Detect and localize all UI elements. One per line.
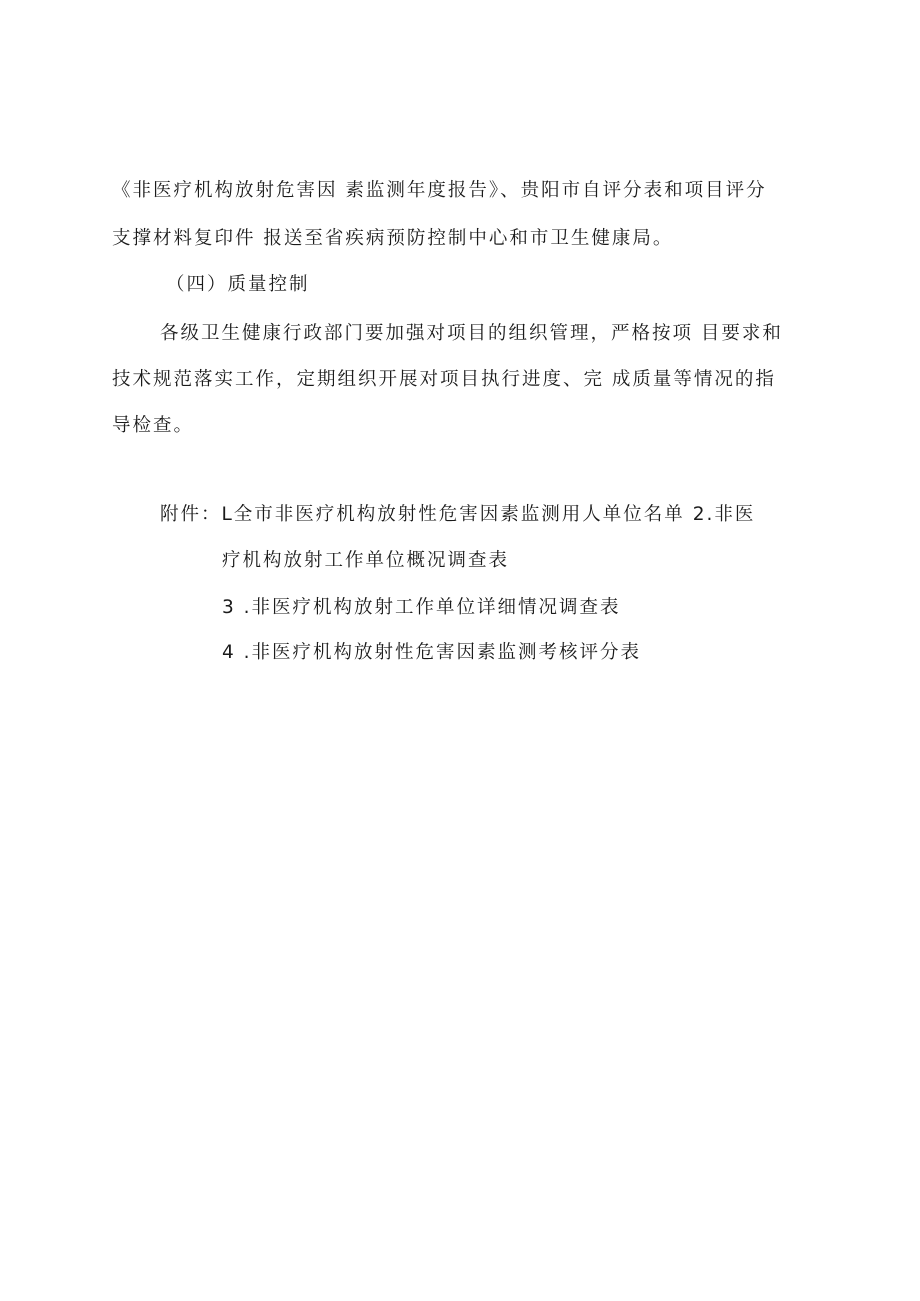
quality-paragraph-line-1: 各级卫生健康行政部门要加强对项目的组织管理，严格按项 目要求和: [160, 323, 783, 344]
report-paragraph-line-1: 《非医疗机构放射危害因 素监测年度报告》、贵阳市自评分表和项目评分: [112, 180, 767, 201]
attachments-line-2: 疗机构放射工作单位概况调查表: [222, 550, 510, 571]
quality-paragraph-line-2: 技术规范落实工作，定期组织开展对项目执行进度、完 成质量等情况的指: [112, 369, 776, 390]
attachments-line-1: 附件：L全市非医疗机构放射性危害因素监测用人单位名单 2.非医: [160, 504, 756, 525]
section-heading: （四）质量控制: [166, 274, 310, 295]
attachments-line-4: 4 .非医疗机构放射性危害因素监测考核评分表: [222, 642, 642, 663]
report-paragraph-line-2: 支撑材料复印件 报送至省疾病预防控制中心和市卫生健康局。: [112, 228, 674, 249]
attachments-line-3: 3 .非医疗机构放射工作单位详细情况调查表: [222, 597, 621, 618]
quality-paragraph-line-3: 导检查。: [112, 415, 195, 436]
